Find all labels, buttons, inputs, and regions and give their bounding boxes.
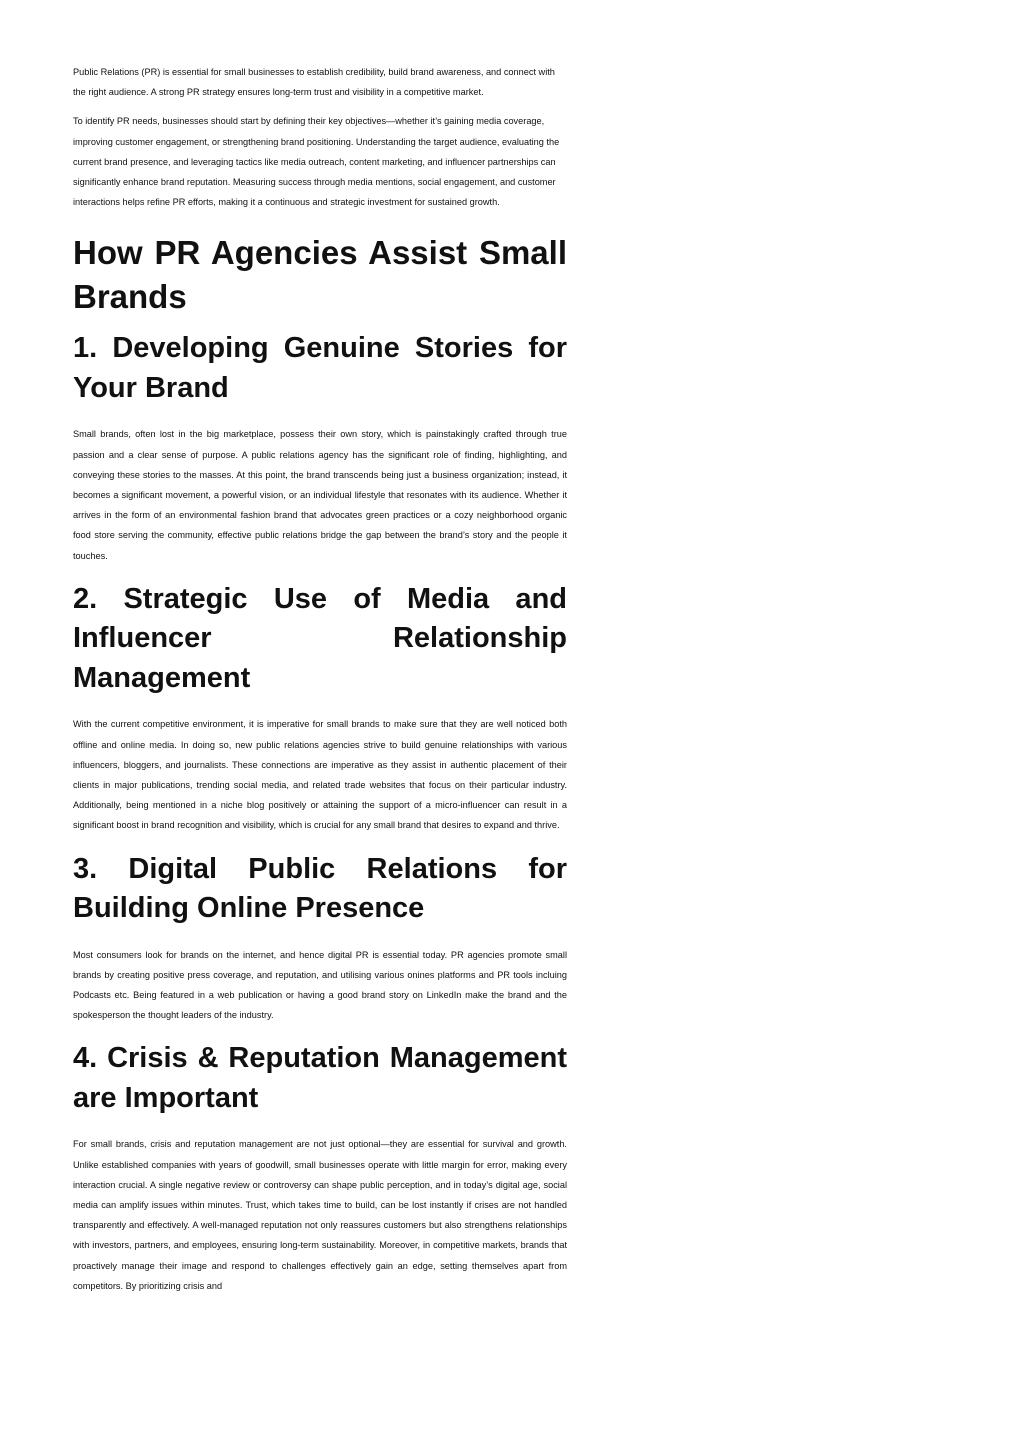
main-heading: How PR Agencies Assist Small Brands bbox=[73, 234, 567, 316]
document-page bbox=[73, 62, 567, 1296]
section-body-4: For small brands, crisis and reputation management are not just optional—they are essential for survival and growth. Unlike established companies with years of goodwill, small businesses operate with little margin for error, making every interaction crucial. A single negative review or controversy can shape public perception, and in today’s digital age, social media can amplify issues within minutes. Trust, which takes time to build, can be lost instantly if crises are not handled transparently and effectively. A well-managed reputation not only reassures customers but also strengthens relationships with investors, partners, and employees, ensuring long-term sustainability. Moreover, in competitive markets, brands that proactively manage their image and respond to challenges effectively gain an edge, setting themselves apart from competitors. By prioritizing crisis and bbox=[73, 1139, 567, 1291]
section-heading-2: 2. Strategic Use of Media and Influencer Relationship Management bbox=[73, 582, 567, 694]
section-body-1: Small brands, often lost in the big marketplace, possess their own story, which is painstakingly crafted through true passion and a clear sense of purpose. A public relations agency has the significant role of finding, highlighting, and conveying these stories to the masses. At this point, the brand transcends being just a business organization; instead, it becomes a significant movement, a powerful vision, or an individual lifestyle that resonates with its audience. Whether it arrives in the form of an environmental fashion brand that advocates green practices or a cozy neighborhood organic food store serving the community, effective public relations bridge the gap between the brand’s story and the people it touches. bbox=[73, 429, 567, 561]
intro-paragraph-2: To identify PR needs, businesses should start by defining their key objectives—whether it’s gaining media coverage, improving customer engagement, or strengthening brand positioning. Understanding the target audience, evaluating the current brand presence, and leveraging tactics like media outreach, content marketing, and influencer partnerships can significantly enhance brand reputation. Measuring success through media mentions, social engagement, and customer interactions helps refine PR efforts, making it a continuous and strategic investment for sustained growth. bbox=[73, 116, 560, 208]
section-heading-3: 3. Digital Public Relations for Building Online Presence bbox=[73, 852, 567, 925]
section-body-2: With the current competitive environment, it is imperative for small brands to make sure that they are well noticed both offline and online media. In doing so, new public relations agencies strive to build genuine relationships with various influencers, bloggers, and journalists. These connections are imperative as they assist in authentic placement of their clients in major publications, trending social media, and related trade websites that focus on their particular industry. Additionally, being mentioned in a niche blog positively or attaining the support of a micro-influencer can result in a significant boost in brand recognition and visibility, which is crucial for any small brand that desires to expand and thrive. bbox=[73, 719, 567, 831]
section-heading-1: 1. Developing Genuine Stories for Your Brand bbox=[73, 332, 567, 404]
section-heading-4: 4. Crisis & Reputation Management are Important bbox=[73, 1042, 567, 1114]
section-body-3: Most consumers look for brands on the internet, and hence digital PR is essential today. PR agencies promote small brands by creating positive press coverage, and reputation, and utilising various onines platforms and PR tools incluing Podcasts etc. Being featured in a web publication or having a good brand story on LinkedIn make the brand and the spokesperson the thought leaders of the industry. bbox=[73, 949, 567, 1021]
intro-paragraph-1: Public Relations (PR) is essential for small businesses to establish credibility, build brand awareness, and connect with the right audience. A strong PR strategy ensures long-term trust and visibility in a competitive market. bbox=[73, 67, 555, 98]
